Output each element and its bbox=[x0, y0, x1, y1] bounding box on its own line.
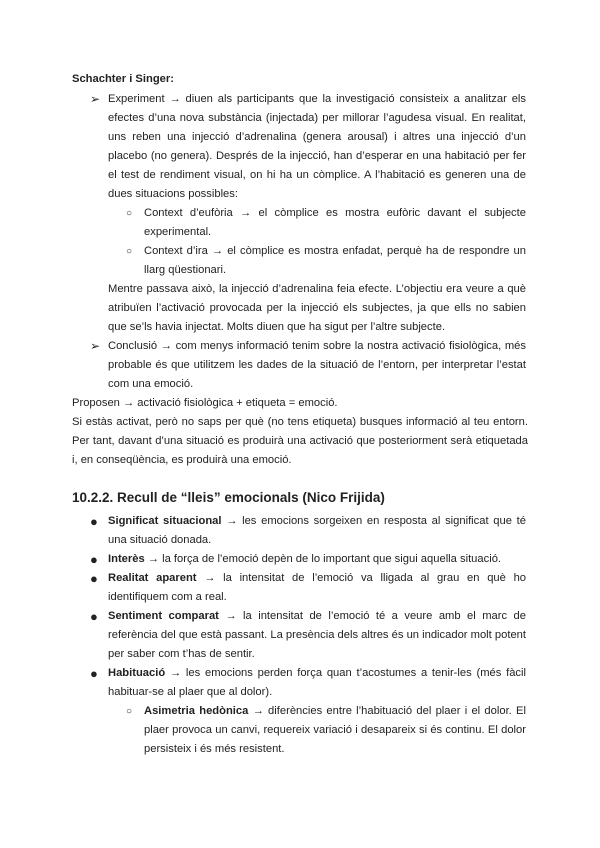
law-text: → la força de l’emoció depèn de lo important que sigui aquella situació. bbox=[144, 553, 502, 565]
law-text: → la intensitat de l’emoció té a veure amb el marc de referència del que està passant. La presència dels altres és un indicador molt potent per saber com t’has de sentir. bbox=[108, 610, 526, 660]
law-item bbox=[108, 569, 526, 607]
law-term: Realitat aparent bbox=[108, 572, 197, 584]
dot-bullet-icon: ● bbox=[90, 514, 98, 529]
section-heading-schachter: Schachter i Singer: bbox=[72, 73, 174, 85]
dot-bullet-icon: ● bbox=[90, 666, 98, 681]
subitem-ira: Context d’ira → el còmplice es mostra enfadat, perquè ha de respondre un llarg qüestionari. bbox=[144, 245, 526, 276]
law-text: → la intensitat de l’emoció va lligada al grau en què ho identifiquem com a real. bbox=[108, 572, 527, 603]
subitem-euforia: Context d’eufòria → el còmplice es mostra eufòric davant el subjecte experimental. bbox=[144, 207, 526, 238]
law-term: Sentiment comparat bbox=[108, 610, 219, 622]
circle-bullet-icon: ○ bbox=[126, 208, 133, 219]
experiment-continuation: Mentre passava això, la injecció d’adrenalina feia efecte. L’objectiu era veure a què atribuïen l’activació provocada per la injecció els subjectes, ja que ells no sabien que se’ls havia injectat. Molts diuen que ha sigut per l’altre subjecte. bbox=[108, 283, 526, 333]
summary-paragraph: Si estàs activat, però no saps per què (no tens etiqueta) busques informació al teu entorn. Per tant, davant d’una situació es produirà una activació que posteriorment serà etiquetada i, en conseqüència, es produirà una emoció. bbox=[72, 416, 528, 466]
law-item bbox=[108, 512, 526, 550]
law-term: Significat situacional bbox=[108, 515, 222, 527]
law-term: Habituació bbox=[108, 667, 166, 679]
dot-bullet-icon: ● bbox=[90, 609, 98, 624]
law-item bbox=[108, 664, 526, 702]
law-text: → les emocions sorgeixen en resposta al significat que té una situació donada. bbox=[108, 515, 526, 546]
law-item bbox=[108, 607, 526, 664]
law-text: → diferències entre l’habituació del plaer i el dolor. El plaer provoca un canvi, requereix variació i desapareix si és continu. El dolor persisteix i és més resistent. bbox=[144, 705, 526, 755]
arrow-bullet-icon: ➢ bbox=[90, 92, 101, 106]
circle-bullet-icon: ○ bbox=[126, 706, 133, 717]
experiment-paragraph: Experiment → diuen als participants que la investigació consisteix a analitzar els efectes d’una nova substància (injectada) per millorar l’agudesa visual. En realitat, uns reben una injecció d’adrenalina (genera arousal) i altres una injecció d’un placebo (no genera). Després de la injecció, han d’esperar en una habitació per fer el test de rendiment visual, on hi ha un còmplice. A l’habitació es generen una de dues situacions possibles: bbox=[108, 93, 526, 200]
dot-bullet-icon: ● bbox=[90, 552, 98, 567]
conclusion-paragraph: Conclusió → com menys informació tenim sobre la nostra activació fisiològica, més probable és que utilitzem les dades de la situació de l’entorn, per interpretar l’estat com una emoció. bbox=[108, 340, 526, 390]
law-term: Asimetria hedònica bbox=[144, 705, 249, 717]
law-term: Interès bbox=[108, 553, 145, 565]
proposen-line: Proposen → activació fisiològica + etiqueta = emoció. bbox=[72, 397, 338, 409]
arrow-bullet-icon: ➢ bbox=[90, 339, 101, 353]
law-text: → les emocions perden força quan t’acostumes a tenir-les (més fàcil habituar-se al plaer que al dolor). bbox=[108, 667, 526, 698]
circle-bullet-icon: ○ bbox=[126, 246, 133, 257]
section-heading-frijda: 10.2.2. Recull de “lleis” emocionals (Nico Frijida) bbox=[72, 490, 385, 505]
dot-bullet-icon: ● bbox=[90, 571, 98, 586]
law-subitem bbox=[144, 702, 526, 759]
law-item bbox=[108, 550, 526, 569]
